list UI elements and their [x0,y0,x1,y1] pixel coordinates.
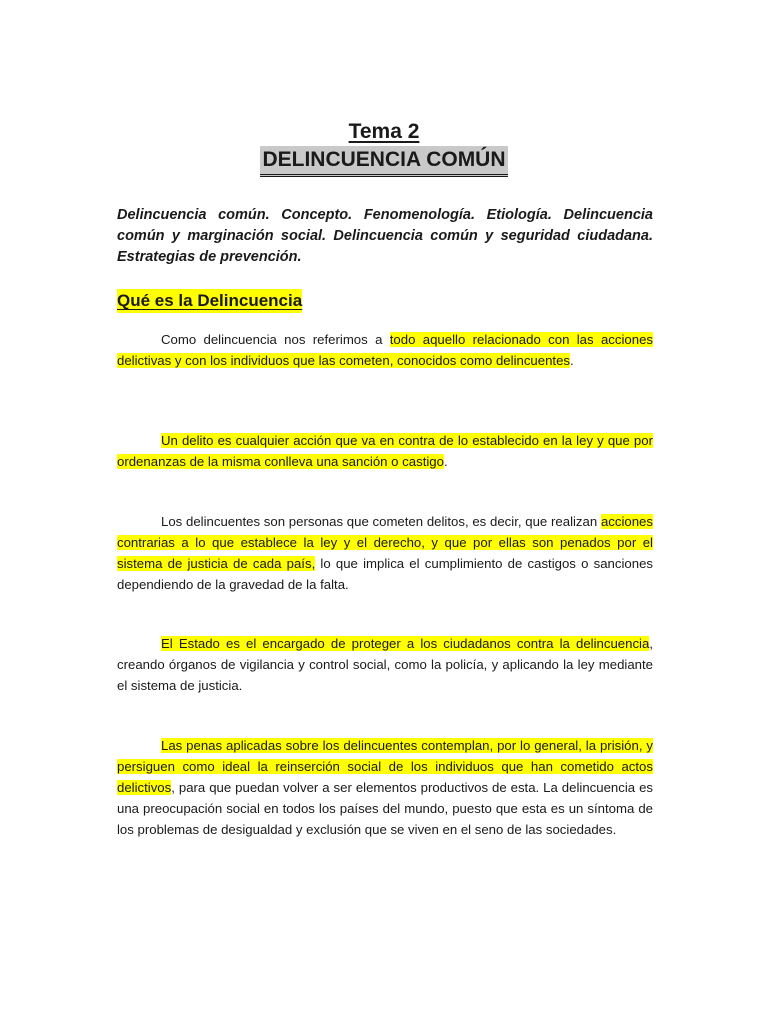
paragraph-text: . [570,353,574,368]
highlighted-text: Un delito es cualquier acción que va en contra de lo establecido en la ley y que por ordenanzas de la misma conlleva una sanción o castigo [117,433,653,469]
paragraph-penas [117,735,653,840]
highlighted-text: todo aquello relacionado con las acciones delictivas y con los individuos que las cometen, conocidos como delincuentes [117,332,653,368]
paragraph-text: lo que implica el cumplimiento de castigos o sanciones dependiendo de la gravedad de la falta. [117,556,653,592]
paragraph-delincuentes [117,511,653,595]
paragraph-delito-definition [117,430,653,472]
document-title: DELINCUENCIA COMÚN [260,146,507,177]
highlighted-text: acciones contrarias a lo que establece la ley y el derecho, y que por ellas son penados por el sistema de justicia de cada país, [117,514,653,571]
paragraph-estado [117,633,653,696]
paragraph-text: , para que puedan volver a ser elementos productivos de esta. La delincuencia es una preocupación social en todos los países del mundo, puesto que esta es un síntoma de los problemas de desigualdad y exclusión que se viven en el seno de las sociedades. [117,780,653,837]
paragraph-text: Los delincuentes son personas que cometen delitos, es decir, que realizan [161,514,601,529]
topic-number: Tema 2 [348,120,420,143]
paragraph-text: Como delincuencia nos referimos a [161,332,390,347]
section-heading: Qué es la Delincuencia [117,289,302,313]
highlighted-text: Las penas aplicadas sobre los delincuentes contemplan, por lo general, la prisión, y persiguen como ideal la reinserción social de los individuos que han cometido actos delictivos [117,738,653,795]
paragraph-delincuencia-definition [117,329,653,371]
topic-summary: Delincuencia común. Concepto. Fenomenología. Etiología. Delincuencia común y marginación social. Delincuencia común y seguridad ciudadana. Estrategias de prevención. [117,207,653,265]
paragraph-text: . [443,454,448,469]
paragraph-text: , creando órganos de vigilancia y control social, como la policía, y aplicando la ley mediante el sistema de justicia. [117,636,653,693]
title-block [0,118,768,177]
highlighted-text: El Estado es el encargado de proteger a los ciudadanos contra la delincuencia [161,636,650,651]
